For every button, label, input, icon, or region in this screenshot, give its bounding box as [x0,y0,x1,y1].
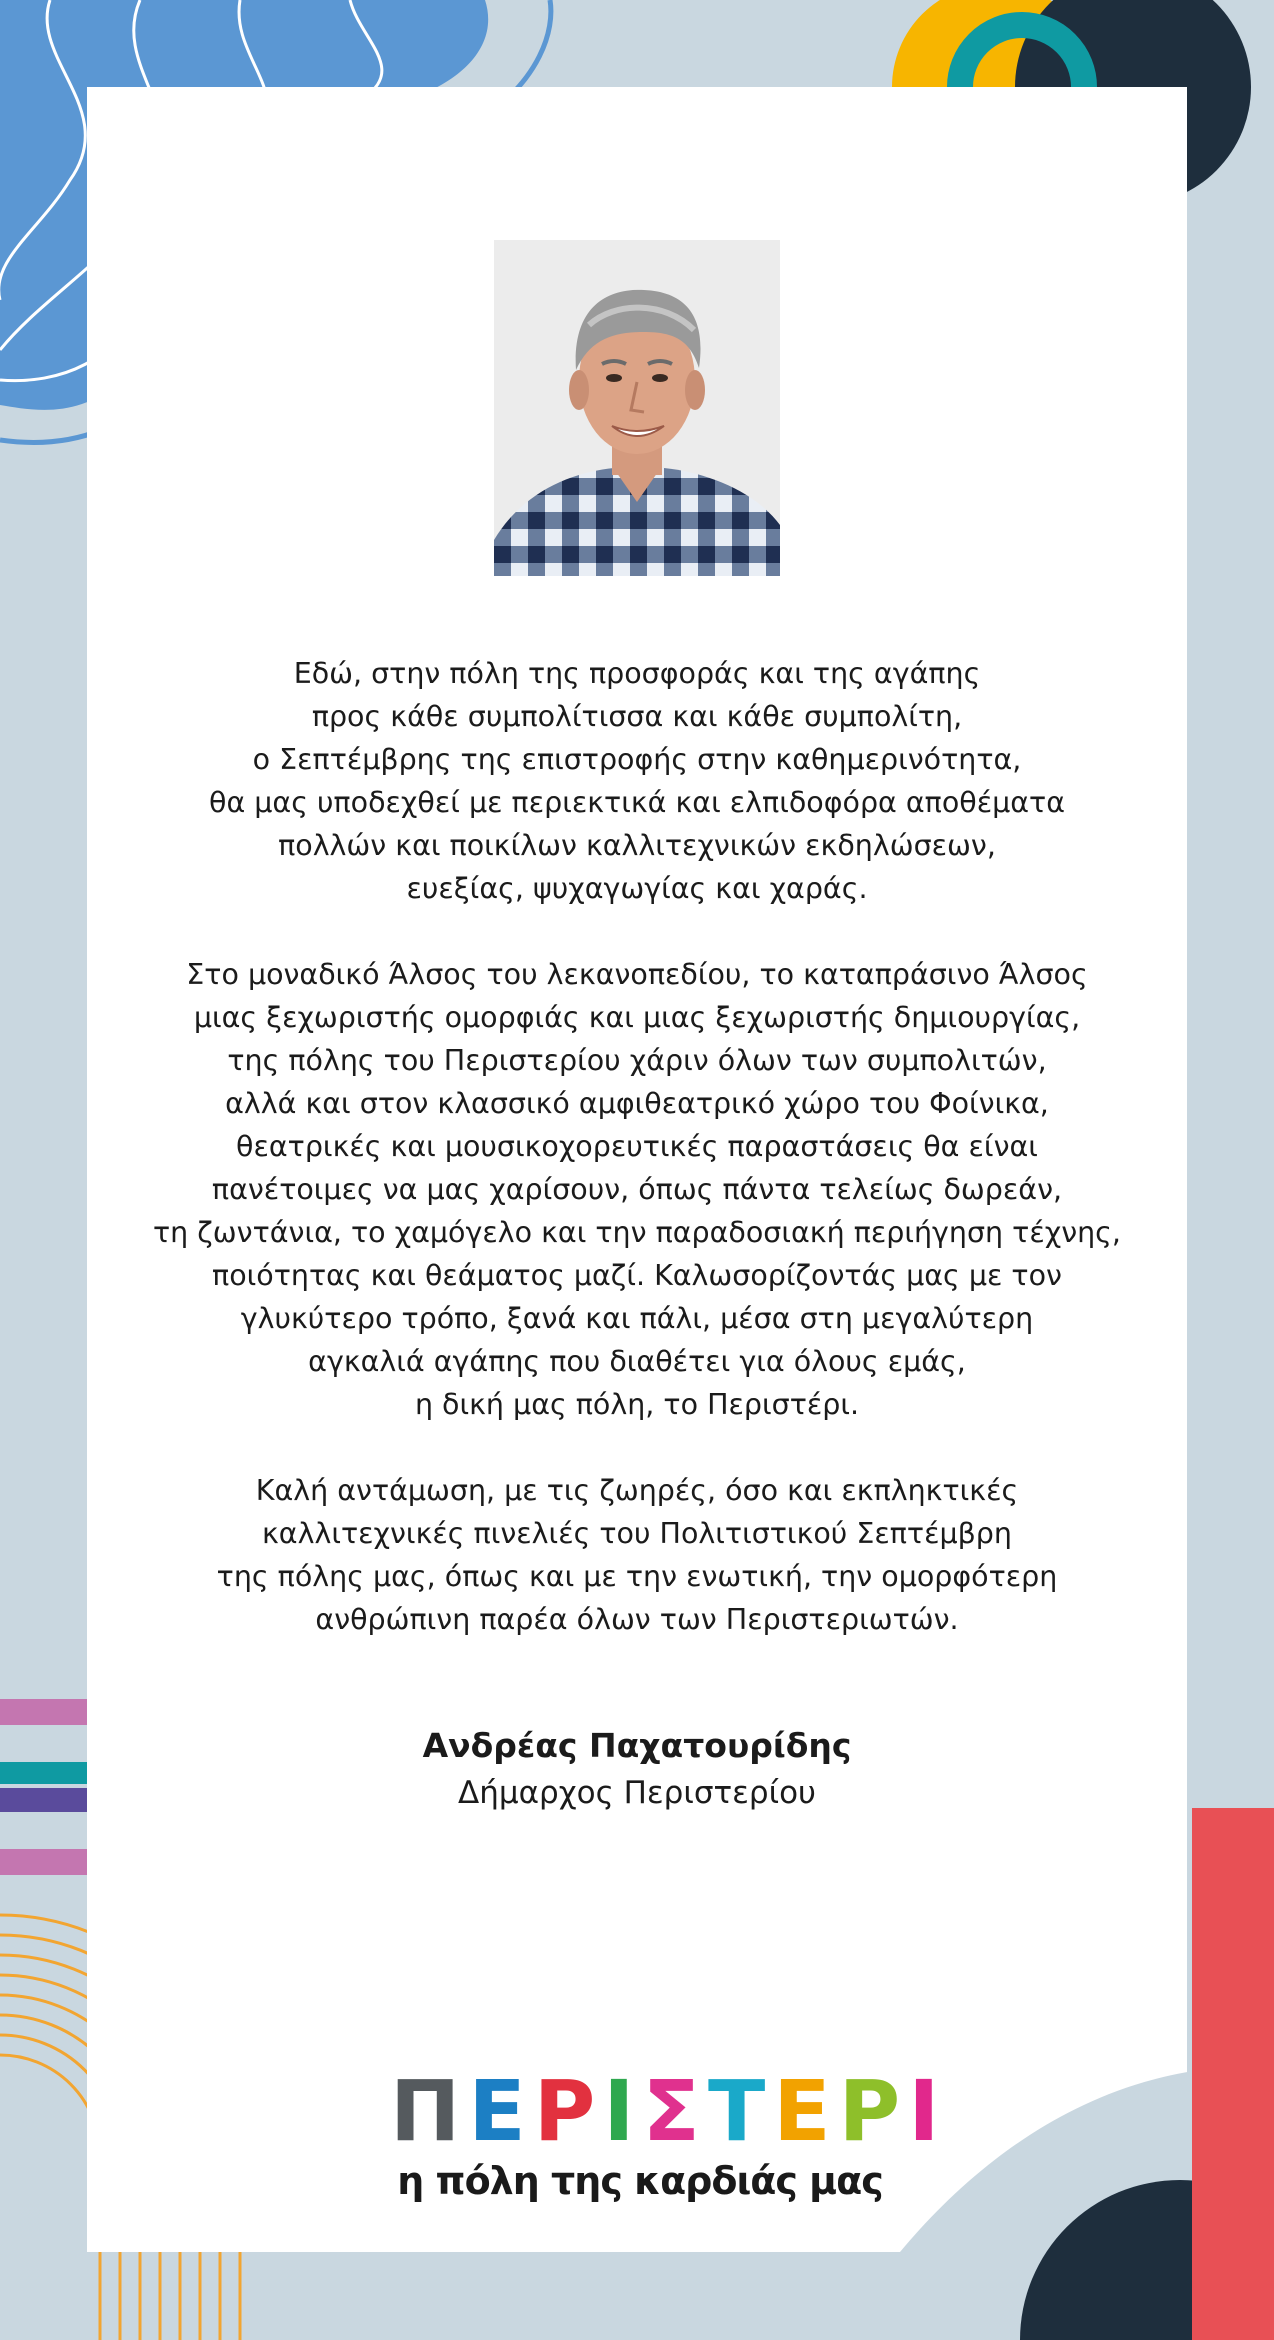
letter-paragraph-2 [120,953,1154,1426]
logo-wordmark [390,2062,948,2160]
text-line: Στο μοναδικό Άλσος του λεκανοπεδίου, το καταπράσινο Άλσος [186,958,1088,991]
text-line: προς κάθε συμπολίτισσα και κάθε συμπολίτη, [311,700,963,733]
text-line: θα μας υποδεχθεί με περιεκτικά και ελπιδοφόρα αποθέματα [209,786,1065,819]
peristeri-logo [390,2062,948,2204]
text-line: αγκαλιά αγάπης που διαθέτει για όλους εμάς, [308,1345,966,1378]
letter-paragraph-1 [120,652,1154,910]
text-line: μιας ξεχωριστής ομορφιάς και μιας ξεχωριστής δημιουργίας, [193,1001,1081,1034]
text-line: πανέτοιμες να μας χαρίσουν, όπως πάντα τελείως δωρεάν, [211,1173,1063,1206]
logo-letter: Ρ [533,2062,604,2160]
logo-tagline: η πόλη της καρδιάς μας [397,2159,883,2203]
logo-letter: Τ [707,2062,774,2160]
text-line: γλυκύτερο τρόπο, ξανά και πάλι, μέσα στη μεγαλύτερη [240,1302,1034,1335]
logo-letter: Ρ [838,2062,909,2160]
logo-letter: Ι [603,2062,643,2160]
text-line: της πόλης του Περιστερίου χάριν όλων των συμπολιτών, [227,1044,1047,1077]
text-line: ποιότητας και θεάματος μαζί. Καλωσορίζοντάς μας με τον [212,1259,1062,1292]
text-line: καλλιτεχνικές πινελιές του Πολιτιστικού Σεπτέμβρη [262,1517,1012,1550]
text-line: θεατρικές και μουσικοχορευτικές παραστάσεις θα είναι [236,1130,1038,1163]
text-line: ανθρώπινη παρέα όλων των Περιστεριωτών. [315,1603,959,1636]
logo-letter: Σ [642,2062,708,2160]
letter-paragraph-3 [120,1469,1154,1641]
logo-letter: Ι [908,2062,948,2160]
text-line: τη ζωντάνια, το χαμόγελο και την παραδοσιακή περιήγηση τέχνης, [153,1216,1121,1249]
logo-letter: Ε [468,2062,534,2160]
signature-title: Δήμαρχος Περιστερίου [458,1775,816,1811]
text-line: ο Σεπτέμβρης της επιστροφής στην καθημερινότητα, [252,743,1022,776]
letter-body [120,652,1154,1641]
text-line: πολλών και ποικίλων καλλιτεχνικών εκδηλώσεων, [278,829,996,862]
text-line: Καλή αντάμωση, με τις ζωηρές, όσο και εκπληκτικές [255,1474,1019,1507]
mayor-portrait [494,240,780,576]
text-line: αλλά και στον κλασσικό αμφιθεατρικό χώρο του Φοίνικα, [225,1087,1049,1120]
text-line: της πόλης μας, όπως και με την ενωτική, την ομορφότερη [216,1560,1058,1593]
logo-letter: Π [390,2062,469,2160]
signature-name: Ανδρέας Παχατουρίδης [422,1726,852,1765]
signature-block [120,1722,1154,1816]
text-line: Εδώ, στην πόλη της προσφοράς και της αγάπης [293,657,981,690]
logo-letter: Ε [773,2062,839,2160]
text-line: η δική μας πόλη, το Περιστέρι. [414,1388,860,1421]
text-line: ευεξίας, ψυχαγωγίας και χαράς. [406,872,868,905]
